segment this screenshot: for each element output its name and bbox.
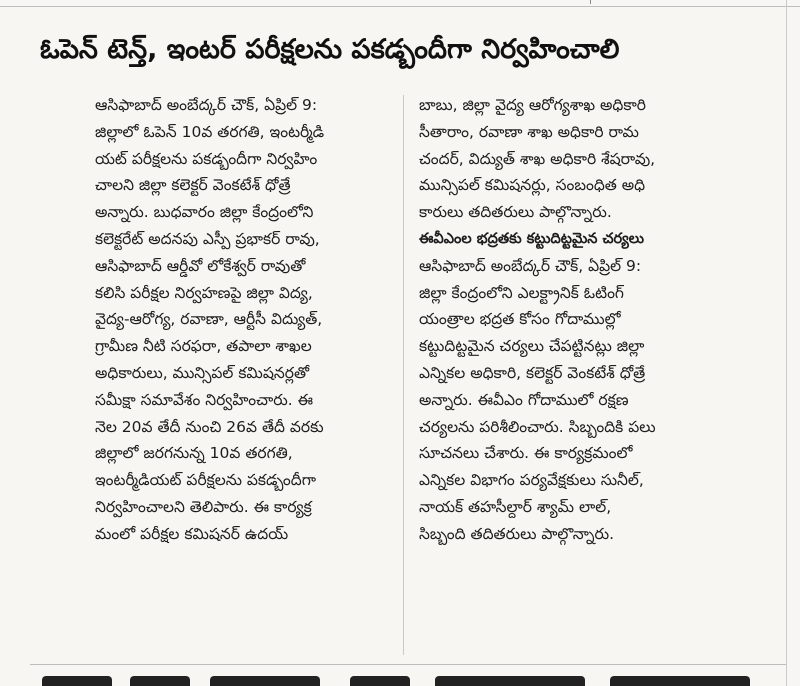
- right-column-part-2: [419, 253, 729, 548]
- right-column-part-1: [419, 92, 729, 226]
- left-column-line: వైద్య-ఆరోగ్య, రవాణా, ఆర్టీసీ విద్యుత్,: [95, 310, 323, 329]
- page-right-border: [786, 0, 787, 686]
- cropped-glyphs: [350, 676, 410, 686]
- left-column-line: జిల్లాలో ఓపెన్ 10వ తరగతి, ఇంటర్మీడి: [95, 122, 325, 141]
- left-column-line: ఆసిఫాబాద్ అంబేద్కర్ చౌక్, ఏప్రిల్ 9:: [95, 96, 318, 114]
- cropped-glyphs: [610, 676, 750, 686]
- cropped-glyphs: [130, 676, 190, 686]
- left-column-line: మంలో పరీక్షల కమిషనర్ ఉదయ్: [95, 524, 289, 543]
- right-column-line: సిబ్బంది తదితరులు పాల్గొన్నారు.: [419, 524, 615, 543]
- column-divider: [403, 95, 404, 655]
- cropped-glyphs: [210, 676, 320, 686]
- next-article-headline-cropped: [40, 670, 760, 686]
- bottom-rule: [30, 664, 786, 665]
- right-column-line: చందర్, విద్యుత్ శాఖ అధికారి శేషరావు,: [419, 149, 656, 168]
- top-rule: [0, 0, 800, 7]
- left-column-line: అన్నారు. బుధవారం జిల్లా కేంద్రంలోని: [95, 203, 314, 222]
- article-subheading: ఈవీఎంల భద్రతకు కట్టుదిట్టమైన చర్యలు: [419, 230, 645, 247]
- right-column-line: కారులు తదితరులు పాల్గొన్నారు.: [419, 203, 612, 222]
- cropped-glyphs: [435, 676, 585, 686]
- right-column-line: బాబు, జిల్లా వైద్య ఆరోగ్యశాఖ అధికారి: [419, 96, 646, 114]
- left-column-line: నెల 20వ తేదీ నుంచి 26వ తేదీ వరకు: [95, 417, 324, 436]
- right-column-line: మున్సిపల్ కమిషనర్లు, సంబంధిత అధి: [419, 176, 646, 195]
- right-column-line: సీతారాం, రవాణా శాఖ అధికారి రామ: [419, 122, 639, 141]
- left-column-line: నిర్వహించాలని తెలిపారు. ఈ కార్యక్ర: [95, 497, 312, 516]
- top-rule-tick: [590, 0, 599, 4]
- cropped-glyphs: [42, 676, 112, 686]
- left-column-line: ఇంటర్మీడియట్ పరీక్షలను పకడ్బందీగా: [95, 471, 317, 490]
- left-column-line: గ్రామీణ నీటి సరఫరా, తపాలా శాఖల: [95, 337, 312, 356]
- left-column-line: చాలని జిల్లా కలెక్టర్ వెంకటేశ్ ధోత్రే: [95, 176, 291, 195]
- left-column-line: ఆసిఫాబాద్ ఆర్డీవో లోకేశ్వర్ రావుతో: [95, 256, 306, 275]
- left-column-line: యట్ పరీక్షలను పకడ్బందీగా నిర్వహిం: [95, 149, 318, 168]
- right-column-line: చర్యలను పరిశీలించారు. సిబ్బందికి పలు: [419, 417, 656, 436]
- left-column-line: సమీక్షా సమావేశం నిర్వహించారు. ఈ: [95, 390, 314, 409]
- left-column-line: అధికారులు, మున్సిపల్ కమిషనర్లతో: [95, 363, 310, 382]
- right-column-line: జిల్లా కేంద్రంలోని ఎలక్ట్రానిక్ ఓటింగ్: [419, 283, 624, 302]
- right-column-line: ఎన్నికల విభాగం పర్యవేక్షకులు సునీల్,: [419, 471, 644, 490]
- left-column-line: జిల్లాలో జరగనున్న 10వ తరగతి,: [95, 444, 293, 463]
- right-column-line: నాయక్ తహసీల్దార్ శ్యామ్ లాల్,: [419, 497, 612, 516]
- right-column-line: కట్టుదిట్టమైన చర్యలు చేపట్టినట్లు జిల్లా: [419, 337, 645, 356]
- right-column-line: ఎన్నికల అధికారి, కలెక్టర్ వెంకటేశ్ ధోత్రే: [419, 363, 646, 382]
- right-column: [419, 92, 729, 548]
- right-column-line: అన్నారు. ఈవీఎం గోదాములో రక్షణ: [419, 390, 629, 409]
- left-column: [95, 92, 387, 548]
- right-column-line: ఆసిఫాబాద్ అంబేద్కర్ చౌక్, ఏప్రిల్ 9:: [419, 256, 642, 275]
- left-column-line: కలిసి పరీక్షల నిర్వహణపై జిల్లా విద్య,: [95, 283, 313, 302]
- right-column-line: యంత్రాల భద్రత కోసం గోదాముల్లో: [419, 310, 621, 329]
- article-headline: ఓపెన్ టెన్త్, ఇంటర్ పరీక్షలను పకడ్బందీగా నిర్వహించాలి: [40, 34, 620, 65]
- right-column-line: సూచనలు చేశారు. ఈ కార్యక్రమంలో: [419, 444, 633, 463]
- left-column-line: కలెక్టరేట్ అదనపు ఎస్పీ ప్రభాకర్ రావు,: [95, 229, 320, 248]
